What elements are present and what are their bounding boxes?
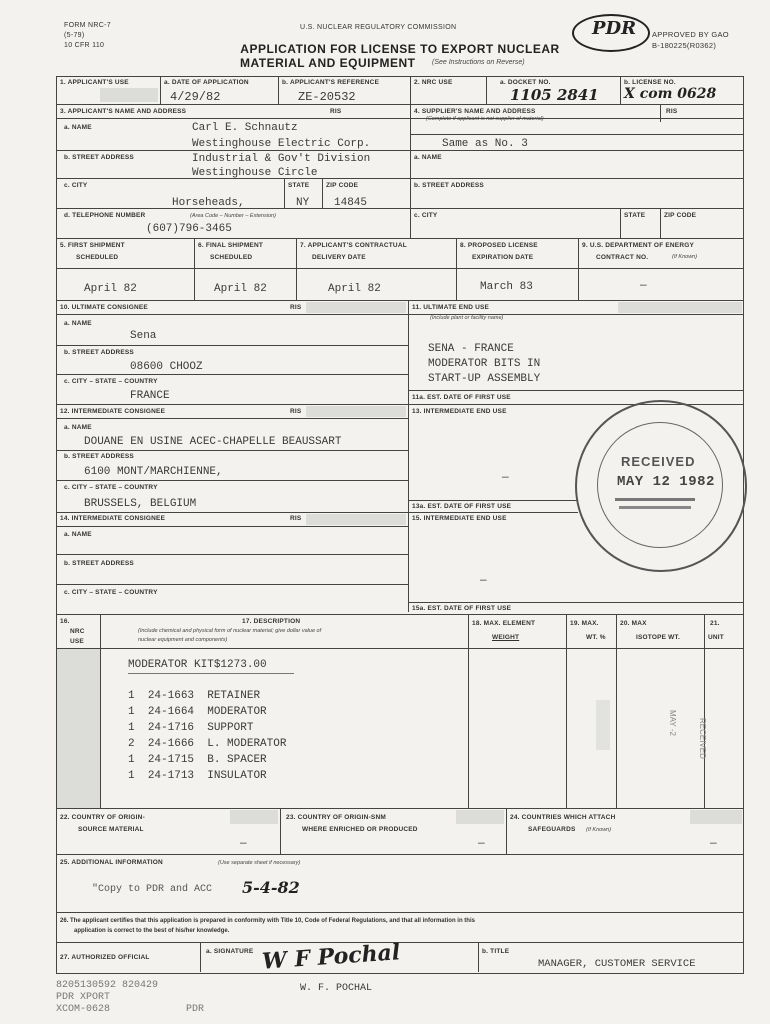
ultimate-end-use-line-1: SENA - FRANCE	[428, 343, 514, 355]
footer-line-3: XCOM-0628	[56, 1004, 111, 1015]
applicants-reference-value: ZE-20532	[298, 90, 356, 104]
license-expiration-label: 8. PROPOSED LICENSE	[460, 242, 538, 249]
max-isotope-label: 20. MAX	[620, 620, 647, 627]
intermediate-1-ris-label: RIS	[290, 408, 302, 415]
doe-contract-label: 9. U.S. DEPARTMENT OF ENERGY	[582, 242, 695, 249]
applicants-reference-label: b. APPLICANT'S REFERENCE	[282, 79, 380, 86]
contractual-delivery-value: April 82	[328, 283, 381, 295]
certification-line-1: 26. The applicant certifies that this application is prepared in conformity with Title 10, Code of Federal Regulations, and that all information in this	[60, 918, 475, 924]
unit-label: 21.	[710, 620, 720, 627]
form-title-line-2: MATERIAL AND EQUIPMENT	[240, 56, 416, 70]
contractual-delivery-label: 7. APPLICANT'S CONTRACTUAL	[300, 242, 407, 249]
ultimate-street-value: 08600 CHOOZ	[130, 361, 203, 373]
license-expiration-label-2: EXPIRATION DATE	[472, 254, 534, 261]
ultimate-name-label: a. NAME	[64, 320, 92, 327]
docket-number-label: a. DOCKET NO.	[500, 79, 551, 86]
footer-line-3b: PDR	[186, 1004, 205, 1015]
footer-line-1: 8205130592 820429	[56, 980, 159, 991]
doe-contract-value: —	[640, 280, 647, 292]
list-item: 1 24-1716 SUPPORT	[128, 722, 254, 734]
printed-name: W. F. POCHAL	[300, 983, 373, 994]
footer-line-2: PDR XPORT	[56, 992, 111, 1003]
vertical-received-mark: RECEIVED	[698, 718, 707, 759]
gao-approval: APPROVED BY GAO	[652, 30, 729, 39]
applicants-use-label: 1. APPLICANT'S USE	[60, 79, 129, 86]
applicant-ris-label: RIS	[330, 108, 342, 115]
signature-label: a. SIGNATURE	[206, 948, 254, 955]
intermediate-2-end-use-value: —	[480, 575, 487, 587]
supplier-zip-label: ZIP CODE	[664, 212, 697, 219]
nrc-use-col-label-2: NRC	[70, 628, 85, 635]
origin-snm-label: 23. COUNTRY OF ORIGIN-SNM	[286, 814, 386, 821]
list-item: 1 24-1664 MODERATOR	[128, 706, 267, 718]
form-title-line-1: APPLICATION FOR LICENSE TO EXPORT NUCLEAR	[240, 42, 560, 56]
applicant-street-line-2: Westinghouse Circle	[192, 167, 318, 179]
docket-number-value: 1105 2841	[510, 86, 599, 104]
license-number-label: b. LICENSE NO.	[624, 79, 676, 86]
intermediate-1-city-value: BRUSSELS, BELGIUM	[84, 498, 197, 510]
supplier-name-value: Same as No. 3	[442, 138, 528, 150]
origin-source-value: —	[240, 838, 247, 850]
applicant-city-label: c. CITY	[64, 182, 88, 189]
applicant-street-label: b. STREET ADDRESS	[64, 154, 134, 161]
form-number: FORM NRC-7	[64, 22, 111, 29]
supplier-street-label: b. STREET ADDRESS	[414, 182, 484, 189]
list-item: 1 24-1663 RETAINER	[128, 690, 261, 702]
list-item: 1 24-1715 B. SPACER	[128, 754, 267, 766]
title-note: (See Instructions on Reverse)	[432, 59, 525, 66]
intermediate-1-street-value: 6100 MONT/MARCHIENNE,	[84, 466, 223, 478]
first-shipment-value: April 82	[84, 283, 137, 295]
applicant-phone-value: (607)796-3465	[146, 223, 232, 235]
license-expiration-value: March 83	[480, 281, 533, 293]
applicant-street-line-1: Industrial & Gov't Division	[192, 153, 371, 165]
applicant-city-value: Horseheads,	[172, 197, 245, 209]
ultimate-end-use-note: (Include plant or facility name)	[430, 315, 504, 321]
gao-approval-number: B-180225(R0362)	[652, 41, 717, 50]
license-number-value: X com 0628	[624, 86, 717, 102]
intermediate-2-end-use-label: 15. INTERMEDIATE END USE	[412, 515, 507, 522]
intermediate-2-street-label: b. STREET ADDRESS	[64, 560, 134, 567]
intermediate-2-ris-label: RIS	[290, 515, 302, 522]
date-of-application-value: 4/29/82	[170, 90, 221, 104]
supplier-note: (Complete if applicant is not supplier of material)	[426, 116, 544, 122]
origin-source-label-2: SOURCE MATERIAL	[78, 826, 144, 833]
safeguards-label: 24. COUNTRIES WHICH ATTACH	[510, 814, 616, 821]
intermediate-2-city-label: c. CITY – STATE – COUNTRY	[64, 589, 158, 596]
supplier-state-label: STATE	[624, 212, 646, 219]
applicant-zip-value: 14845	[334, 197, 368, 209]
date-of-application-label: a. DATE OF APPLICATION	[164, 79, 249, 86]
supplier-section-label: 4. SUPPLIER'S NAME AND ADDRESS	[414, 108, 536, 115]
applicant-zip-label: ZIP CODE	[326, 182, 359, 189]
supplier-city-label: c. CITY	[414, 212, 438, 219]
applicant-name-line-2: Westinghouse Electric Corp.	[192, 138, 371, 150]
nrc-use-col-label-1: 16.	[60, 618, 70, 625]
additional-info-label: 25. ADDITIONAL INFORMATION	[60, 859, 163, 866]
title-label: b. TITLE	[482, 948, 510, 955]
intermediate-1-name-value: DOUANE EN USINE ACEC-CHAPELLE BEAUSSART	[84, 436, 342, 448]
intermediate-1-end-use-label: 13. INTERMEDIATE END USE	[412, 408, 507, 415]
unit-label-2: UNIT	[708, 634, 724, 641]
ultimate-name-value: Sena	[130, 330, 157, 342]
list-item: 1 24-1713 INSULATOR	[128, 770, 267, 782]
doe-contract-label-2: CONTRACT NO.	[596, 254, 649, 261]
item-list	[128, 690, 286, 786]
ultimate-consignee-label: 10. ULTIMATE CONSIGNEE	[60, 304, 148, 311]
origin-source-label: 22. COUNTRY OF ORIGIN-	[60, 814, 145, 821]
first-shipment-label: 5. FIRST SHIPMENT	[60, 242, 125, 249]
applicant-state-value: NY	[296, 197, 310, 209]
copy-to-date: 5-4-82	[242, 878, 300, 897]
agency-name: U.S. NUCLEAR REGULATORY COMMISSION	[300, 24, 457, 31]
max-element-weight-label: 18. MAX. ELEMENT	[472, 620, 536, 627]
description-note-2: nuclear equipment and components)	[138, 637, 228, 643]
received-stamp	[575, 400, 747, 572]
description-label: 17. DESCRIPTION	[242, 618, 301, 625]
intermediate-2-first-use-label: 15a. EST. DATE OF FIRST USE	[412, 605, 512, 612]
title-value: MANAGER, CUSTOMER SERVICE	[538, 958, 696, 970]
supplier-name-label: a. NAME	[414, 154, 442, 161]
max-isotope-label-2: ISOTOPE WT.	[636, 634, 680, 641]
list-item: 2 24-1666 L. MODERATOR	[128, 738, 287, 750]
max-wt-pct-label: 19. MAX.	[570, 620, 599, 627]
vertical-date-mark: MAY -2	[668, 710, 677, 736]
description-note-1: (Include chemical and physical form of nuclear material; give dollar value of	[138, 628, 322, 634]
first-shipment-label-2: SCHEDULED	[76, 254, 119, 261]
applicant-name-line-1: Carl E. Schnautz	[192, 122, 298, 134]
received-stamp-word: RECEIVED	[621, 454, 696, 469]
applicant-phone-note: (Area Code – Number – Extension)	[190, 213, 276, 219]
intermediate-1-name-label: a. NAME	[64, 424, 92, 431]
ultimate-end-use-label: 11. ULTIMATE END USE	[412, 304, 490, 311]
contractual-delivery-label-2: DELIVERY DATE	[312, 254, 366, 261]
nrc-use-label: 2. NRC USE	[414, 79, 453, 86]
intermediate-1-label: 12. INTERMEDIATE CONSIGNEE	[60, 408, 166, 415]
doe-contract-note: (If Known)	[672, 254, 698, 260]
supplier-ris-label: RIS	[666, 108, 678, 115]
intermediate-1-end-use-value: —	[502, 472, 509, 484]
pdr-stamp-text: PDR	[592, 18, 637, 39]
safeguards-value: —	[710, 838, 717, 850]
signature: W F Pochal	[261, 939, 402, 975]
intermediate-1-first-use-label: 13a. EST. DATE OF FIRST USE	[412, 503, 512, 510]
intermediate-2-label: 14. INTERMEDIATE CONSIGNEE	[60, 515, 166, 522]
ultimate-city-value: FRANCE	[130, 390, 170, 402]
additional-info-note: (Use separate sheet if necessary)	[218, 860, 301, 866]
cfr-reference: 10 CFR 110	[64, 42, 105, 49]
intermediate-1-city-label: c. CITY – STATE – COUNTRY	[64, 484, 158, 491]
origin-snm-value: —	[478, 838, 485, 850]
copy-to-text: "Copy to PDR and ACC	[92, 884, 213, 895]
ultimate-city-label: c. CITY – STATE – COUNTRY	[64, 378, 158, 385]
form-date: (5-79)	[64, 32, 85, 39]
applicant-phone-label: d. TELEPHONE NUMBER	[64, 212, 146, 219]
ultimate-ris-label: RIS	[290, 304, 302, 311]
intermediate-1-street-label: b. STREET ADDRESS	[64, 453, 134, 460]
final-shipment-label: 6. FINAL SHIPMENT	[198, 242, 264, 249]
applicant-section-label: 3. APPLICANT'S NAME AND ADDRESS	[60, 108, 187, 115]
max-element-weight-label-2: WEIGHT	[492, 634, 520, 641]
final-shipment-value: April 82	[214, 283, 267, 295]
applicant-state-label: STATE	[288, 182, 310, 189]
received-stamp-date: MAY 12 1982	[617, 474, 715, 490]
moderator-kit-line: MODERATOR KIT$1273.00	[128, 659, 267, 671]
origin-snm-label-2: WHERE ENRICHED OR PRODUCED	[302, 826, 418, 833]
certification-line-2: application is correct to the best of his/her knowledge.	[74, 928, 230, 934]
ultimate-end-use-line-2: MODERATOR BITS IN	[428, 358, 541, 370]
ultimate-end-use-line-3: START-UP ASSEMBLY	[428, 373, 541, 385]
safeguards-note: (If Known)	[586, 827, 612, 833]
ultimate-street-label: b. STREET ADDRESS	[64, 349, 134, 356]
intermediate-2-name-label: a. NAME	[64, 531, 92, 538]
applicant-name-label: a. NAME	[64, 124, 92, 131]
safeguards-label-2: SAFEGUARDS	[528, 826, 576, 833]
ultimate-first-use-label: 11a. EST. DATE OF FIRST USE	[412, 394, 511, 401]
final-shipment-label-2: SCHEDULED	[210, 254, 253, 261]
authorized-official-label: 27. AUTHORIZED OFFICIAL	[60, 954, 150, 961]
nrc-use-col-label-3: USE	[70, 638, 84, 645]
max-wt-pct-label-2: WT. %	[586, 634, 606, 641]
